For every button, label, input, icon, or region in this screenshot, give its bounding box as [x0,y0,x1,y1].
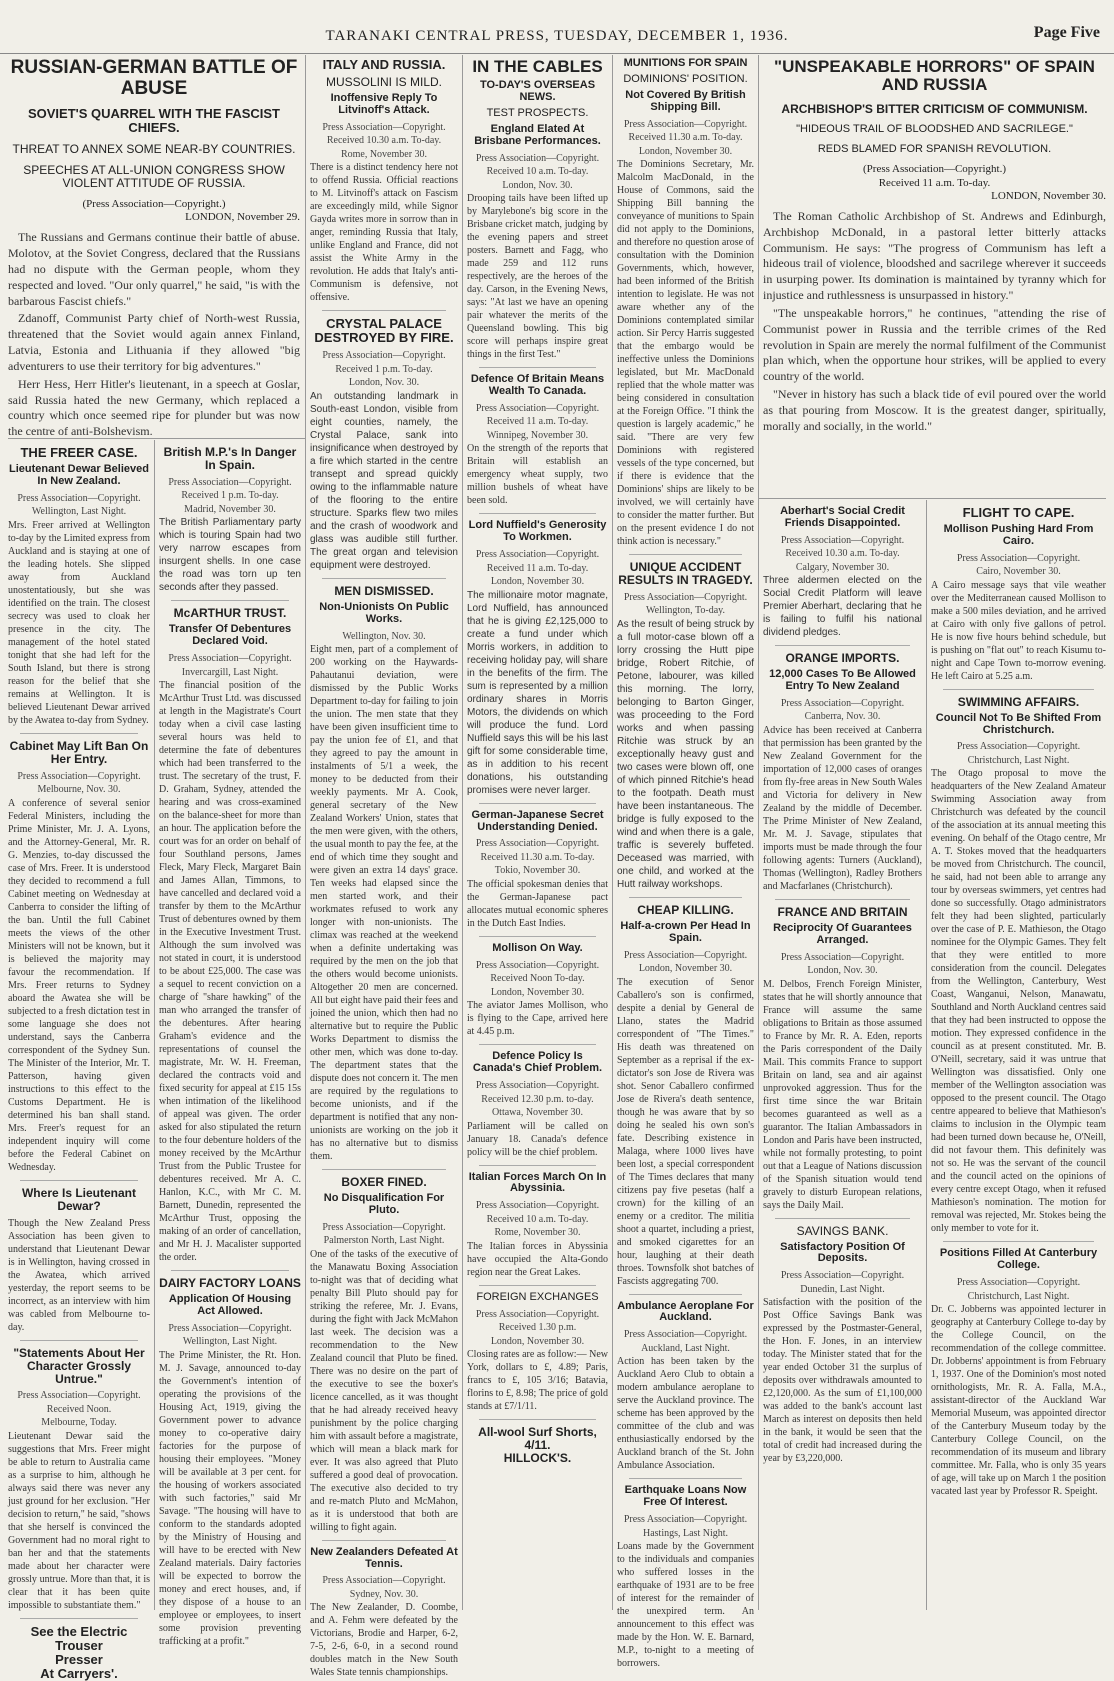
column-five [617,57,754,1670]
deck: THREAT TO ANNEX SOME NEAR-BY COUNTRIES. [12,142,296,157]
dateline: Tokio, November 30. [494,865,581,877]
subheadline: MUSSOLINI IS MILD. [325,75,443,90]
dateline: Winnipeg, November 30. [486,429,589,441]
headline: UNIQUE ACCIDENT RESULTS IN TRAGEDY. [618,560,753,587]
dateline: London, Nov. 30. [502,179,573,191]
column-six [763,506,922,1606]
received: Received 1 p.m. To-day. [181,490,279,502]
article-body: The execution of Senor Caballero's son is confirmed, despite a denial by General de Llano, states the Madrid correspondent of "The Times." His death was threatened on September as a reprisal if the ex-dictator's son Jose de Rivera was shot. Senor Caballero confirmed Jose de Rivera's death sentence, though he was aware that by so doing he sealed his own son's fate. Describing existence in Malaga, where 1000 lives have been lost, a special correspondent of The Times declares that many citizens pay five pesetas (half a crown) for the killing of an enemy or a creditor. The militia shoot a quartet, including a priest, and smoked cigarettes for an hour, laughing at their death throes. Townsfolk shot batches of Fascists aggregating 700. [617,976,754,1287]
dateline: Cairo, November 30. [976,566,1061,578]
paragraph: The Russians and Germans continue their battle of abuse. Molotov, at the Soviet Congress, declared that the Russians had no dispute with the German people, whom they respected and loved. "Our only quarrel," he said, "is with the barbarous Fascist chiefs." [8,230,300,308]
headline: British M.P.'s In Danger In Spain. [163,445,297,472]
headline: Mollison On Way. [492,941,583,954]
dateline: Melbourne, Nov. 30. [37,784,121,796]
article-body: Mrs. Freer arrived at Wellington to-day by the Limited express from Auckland and is staying at one of the leading hotels. She slipped away from Auckland unostentatiously, but she was identified on the train. The closest secrecy was used to cloak her presence in the city. The management of the hotel stated tonight that she had left for the South Island, but there is strong reason for the belief that she remains at Wellington. It is believed Lieutenant Dewar arrived by the Awatea to-day from Sydney. [8,519,150,726]
headline: FOREIGN EXCHANGES [476,1290,599,1303]
article-body: One of the tasks of the executive of the Manawatu Boxing Association to-night was that of deciding what penalty Bill Pluto should pay for striking the referee, Mr. J. Evans, during the fight with Jack McMahon last week. The decision was a recommendation to the New Zealand council that Pluto be fined. There was no desire on the part of the executive to see the boxer's licence cancelled, as it was thought that he had already received heavy punishment by the police charging him with assault before a magistrate, which will mean a black mark for ever. It was also agreed that Pluto suffered a good deal of provocation. The executive also decided to try and re-match Pluto and McMahon, as it is understood that both are willing to fight again. [310,1248,458,1533]
column-rule [758,55,759,1610]
article-body: M. Delbos, French Foreign Minister, states that he will shortly announce that France will assume the same obligations to Britain as those assumed to France by Mr. R. A. Eden, reports the Paris correspondent of the Daily Mail. This commits France to support Britain on land, sea and air against unprovoked aggression. Thus for the first time since the war Britain becomes guaranteed as well as a guarantor. The Italian Ambassadors in London and Paris have been instructed, while not formally protesting, to point out that a League of Nations discussion of the Spanish situation would tend gravely to disturb European relations, says the Daily Mail. [763,978,922,1211]
credit: Press Association—Copyright. [168,653,292,665]
dateline: Christchurch, Last Night. [967,1290,1070,1302]
article-body: As the result of being struck by a full motor-case blown off a lorry crossing the Hutt pipe bridge, Robert Ritchie, of Petone, labourer, was killed this morning. The lorry, belonging to Barton Ginger, was proceeding to the Ford works and when passing Ritchie was struck by an exceptionally heavy gust and two cases were blown off, one of which pinned Ritchie's head to the footpath. Death must have been instantaneous. The bridge is fully exposed to the wind and when there is a gale, traffic is severely buffeted. Deceased was married, with one child, and worked at the Hutt railway workshops. [617,618,754,890]
headline: Italian Forces March On In Abyssinia. [468,1170,607,1195]
credit: Press Association—Copyright. [475,838,600,850]
subheadline: Transfer Of Debentures Declared Void. [168,623,292,648]
masthead-title: TARANAKI CENTRAL PRESS, TUESDAY, DECEMBER 1, 1936. [325,28,789,44]
subheadline: Satisfactory Position Of Deposits. [780,1240,905,1265]
dateline: Wellington, Last Night. [182,1336,278,1348]
credit: Press Association—Copyright. [780,697,905,709]
credit: Press Association—Copyright. [780,534,905,546]
paragraph: Herr Hess, Herr Hitler's lieutenant, in a speech at Goslar, said Russia hated the new Germany, which replaced a country which once seemed ripe for plunder but was now the centre of anti-Bolshevism. [8,376,300,439]
article-body: The New Zealander, D. Coombe, and A. Fehm were defeated by the Victorians, Brodie and Harper, 6-2, 7-5, 2-6, 6-0, in a second round doubles match in the New South Wales State tennis championships. [310,1602,458,1679]
article-body: The British Parliamentary party which is touring Spain had two very narrow escapes from insurgent shells. In one case the road was torn up ten seconds after they passed. [159,517,301,594]
received: Received 1.30 p.m. [498,1322,577,1334]
dateline: Wellington, Nov. 30. [342,630,426,642]
article-body: Dr. C. Jobberns was appointed lecturer in geography at Canterbury College to-day by the College Council, on the recommendation of the college committee. Dr. Jobberns' appointment is from February 1, 1937. One of the Dominion's most noted ornithologists, Mr. R. A. Falla, M.A., assistant-director of the Auckland War Memorial Museum, was appointed director of the Canterbury Museum today by the Canterbury College Council, on the recommendation of its museum and library committee. Mr. Falla, who is only 35 years of age, will take up on March 1 the position vacated last year by Professor R. Speight. [931,1304,1106,1498]
received: Received 10 a.m. To-day. [486,166,589,178]
column-four [467,58,608,1606]
deck: REDS BLAMED FOR SPANISH REVOLUTION. [817,142,1052,155]
credit: Press Association—Copyright. [168,1322,292,1334]
subheadline: TEST PROSPECTS. [486,107,589,120]
subheadline: Mollison Pushing Hard From Cairo. [943,523,1094,547]
subheadline: No Disqualification For Pluto. [323,1191,445,1216]
dateline: London, November 30. [490,986,585,998]
credit: Press Association—Copyright. [168,476,292,488]
headline: DAIRY FACTORY LOANS [159,1276,301,1291]
headline: ITALY AND RUSSIA. [322,57,446,72]
headline: Where Is Lieutenant Dewar? [21,1185,137,1213]
headline: Ambulance Aeroplane For Auckland. [617,1299,754,1324]
credit: Press Association—Copyright. [780,951,905,963]
article-body: Satisfaction with the position of the Post Office Savings Bank was expressed by the Postmaster-General, the Hon. F. Jones, in an interview today. The Minister stated that for the year ended October 31 the surplus of deposits over withdrawals amounted to £2,120,000. As the sum of £1,100,000 was added to the bank's account last March as interest on deposits then held in the bank, it would be seen that the total of credit had increased during the year by £3,220,000. [763,1297,922,1465]
credit: Press Association—Copyright. [475,1308,600,1320]
ad-line: All-wool Surf Shorts, [478,1425,597,1440]
dateline: Sydney, Nov. 30. [349,1588,419,1600]
received: Received Noon. [46,1403,112,1415]
headline: Earthquake Loans Now Free Of Interest. [624,1484,747,1509]
deck: ARCHBISHOP'S BITTER CRITICISM OF COMMUNISM. [781,101,1088,116]
ad-line: At Carryers'. [40,1666,118,1681]
dateline: London, Nov. 30. [807,965,878,977]
paragraph: "Never in history has such a black tide of evil poured over the world as that pouring from Moscow. It is the greatest danger, spiritually, morally and socially, in the world." [763,387,1106,433]
section-rule [758,498,1106,499]
dateline: Madrid, November 30. [184,503,276,515]
subheadline: DOMINIONS' POSITION. [623,72,748,85]
dateline: Hastings, Last Night. [643,1527,728,1539]
dateline: Auckland, Last Night. [641,1342,730,1354]
headline: MUNITIONS FOR SPAIN [623,57,748,69]
credit: Press Association—Copyright. [475,402,600,414]
received: Received 11 a.m. To-day. [486,562,589,574]
headline: Defence Of Britain Means Wealth To Canada. [470,373,605,398]
article-body: Advice has been received at Canberra that permission has been granted by the New Zealand Government for the importation of 12,000 cases of oranges from fly-free areas in New South Wales and Victoria for delivery in New Zealand by the middle of December. The Prime Minister of New Zealand, Mr. M. J. Savage, stipulates that imports must be made through the four following agents: Turners (Auckland), Thomas (Wellington), Radley Brothers and Macfarlanes (Christchurch). [763,724,922,892]
headline: RUSSIAN-GERMAN BATTLE OF ABUSE [10,57,298,99]
credit: Press Association—Copyright. [956,552,1081,564]
paragraph: The Roman Catholic Archbishop of St. Andrews and Edinburgh, Archbishop McDonald, in a pastoral letter bitterly attacks Communism. He says: "The progress of Communism has left a hideous trail of violence, bloodshed and sacrilege wherever it succeeds in usurping power. Its domination is maintained by tyranny which for injustice and ruthlessness is unsurpassed in history." [763,208,1106,303]
article-body: Loans made by the Government to the individuals and companies who suffered losses in the earthquake of 1931 are to be free of interest for the remainder of the unexpired term. An announcement to this effect was made by the Hon. W. E. Barnard, M.P., to-night to a meeting of borrowers. [617,1541,754,1670]
column-rule [305,55,306,1610]
dateline: London, November 30. [490,1335,585,1347]
headline: ORANGE IMPORTS. [785,651,900,666]
headline: SWIMMING AFFAIRS. [957,694,1080,709]
dateline: Canberra, Nov. 30. [804,711,881,723]
received: Received 12.30 p.m. to-day. [481,1093,594,1105]
headline: "UNSPEAKABLE HORRORS" OF SPAIN AND RUSSIA [774,57,1095,95]
article-body: Closing rates are as follow:— New York, dollars to £, 4.89; Paris, francs to £, 105 3/16; Batavia, florins to £, 8.98; The price of gold stands at £7/1/11. [467,1349,608,1413]
article-body: There is a distinct tendency here not to offend Russia. Official reactions to M. Litvinoff's attack on Fascism are exceedingly mild, while Signor Gayda writes more in sorrow than in anger, reminding Russia that Italy, unlike England and France, did not assist the White Army in the revolution. He adds that Italy's anti-Communism is defensive, not offensive. [310,162,458,304]
received: Received 11 a.m. To-day. [486,416,589,428]
credit: (Press Association—Copyright.) [863,163,1006,176]
subheadline: Reciprocity Of Guarantees Arranged. [773,921,912,946]
dateline: Wellington, To-day. [645,605,726,617]
credit: Press Association—Copyright. [623,1514,748,1526]
column-rule [462,55,463,1610]
subheadline: Not Covered By British Shipping Bill. [625,88,746,113]
headline: McARTHUR TRUST. [173,606,287,621]
paragraph: Zdanoff, Communist Party chief of North-west Russia, threatened that the Soviet would again annex Finland, Latvia, Estonia and Lithuania if they allowed "big adventurers to use their territory for big adventures." [8,311,300,373]
credit: Press Association—Copyright. [322,1221,446,1233]
dateline: Calgary, November 30. [795,561,890,573]
headline: MEN DISMISSED. [334,583,434,598]
subheadline: Inoffensive Reply To Litvinoff's Attack. [330,91,438,116]
dateline: Ottawa, November 30. [491,1107,584,1119]
column-seven [931,506,1106,1606]
article-body: Lieutenant Dewar said the suggestions that Mrs. Freer might be able to return to Australia came as a surprise to him, although he always said there was never any just ground for her exclusion. "Her decision to return," he said, "shows that she herself is convinced the Government had no moral right to ban her and that the statements made about her character were grossly untrue. More than that, it is clear that it has been quite impossible to substantiate them." [8,1430,150,1611]
received: Received 1 p.m. To-day. [335,363,433,375]
advertisement-trouser [8,1625,150,1681]
credit: Press Association—Copyright. [17,770,141,782]
ad-line: Presser [55,1652,103,1668]
dateline: LONDON, November 29. [185,211,300,224]
article-body: On the strength of the reports that Britain will establish an emergency wheat supply, two million bushels of wheat have been sold. [467,443,608,507]
deck: SPEECHES AT ALL-UNION CONGRESS SHOW VIOLENT ATTITUDE OF RUSSIA. [23,163,285,190]
dateline: London, November 30. [638,145,733,157]
credit: Press Association—Copyright. [475,1080,600,1092]
headline: THE FREER CASE. [20,445,138,460]
article-body: The Italian forces in Abyssinia have occupied the Alta-Gondo region near the Great Lakes. [467,1240,608,1278]
received: Received 11 a.m. To-day. [878,176,991,189]
dateline: Melbourne, Today. [41,1417,117,1429]
received: Received 10.30 a.m. To-day. [785,548,900,560]
headline: Defence Policy Is Canada's Chief Problem. [472,1050,603,1075]
subheadline: Lieutenant Dewar Believed In New Zealand. [9,463,149,487]
credit: Press Association—Copyright. [623,949,748,961]
received: Received 10.30 a.m. To-day. [326,135,442,147]
headline: BOXER FINED. [341,1175,427,1189]
ad-line: 4/11. [524,1438,551,1453]
credit: Press Association—Copyright. [475,959,600,971]
column-rule [926,500,927,1610]
headline: "Statements About Her Character Grossly Untrue." [13,1345,145,1386]
credit: (Press Association—Copyright.) [82,197,226,210]
subheadline: Non-Unionists On Public Works. [319,600,449,625]
subheadline: Half-a-crown Per Head In Spain. [620,919,751,944]
headline: Aberhart's Social Credit Friends Disappointed. [780,505,905,529]
dateline: Wellington, Last Night. [31,506,127,518]
credit: Press Association—Copyright. [17,492,141,504]
headline: IN THE CABLES [472,57,603,76]
article-body: Three aldermen elected on the Social Credit Platform will leave Premier Aberhart, declaring that he is failing to fulfil his national dividend pledges. [763,575,922,639]
article-body: The official spokesman denies that the German-Japanese pact allocates mutual economic spheres in the Dutch East Indies. [467,878,608,929]
credit: Press Association—Copyright. [623,591,748,603]
dateline: London, Nov. 30. [348,377,420,389]
credit: Press Association—Copyright. [475,152,600,164]
headline: SAVINGS BANK. [796,1223,889,1238]
credit: Press Association—Copyright. [17,1390,141,1402]
credit: Press Association—Copyright. [475,1200,600,1212]
column-freer [8,445,150,1681]
article-body: Action has been taken by the Auckland Aero Club to obtain a modern ambulance aeroplane to serve the Auckland province. The scheme has been approved by the committee of the club and was enthusiastically endorsed by the Auckland branch of the St. John Ambulance Association. [617,1356,754,1472]
headline: Cabinet May Lift Ban On Her Entry. [9,738,149,766]
headline: New Zealanders Defeated At Tennis. [310,1545,458,1570]
article-body: The millionaire motor magnate, Lord Nuffield, has announced that he is giving £2,125,000 to create a fund under which Morris workers, in addition to receiving holiday pay, will share in the benefits of the firm. The sum is represented by a million ordinary shares in Morris Motors, the dividends on which will produce the fund. Lord Nuffield says this will be his last gift for some considerable time, as in addition to his recent donations, his outstanding promises were never larger. [467,589,608,796]
article-body: Drooping tails have been lifted up by Marylebone's big score in the Brisbane cricket match, judging by the evening papers and street posters. Barnett and Fagg, who made 259 and 112 runs respectively, are the heroes of the day. Carson, in the Evening News, says: "At last we have an opening pair whatever the merits of the Queensland bowling. This big score will perhaps inspire great things in the first Test." [467,193,608,361]
dateline: LONDON, November 30. [991,189,1106,202]
headline: FLIGHT TO CAPE. [962,505,1075,520]
credit: Press Association—Copyright. [322,350,446,362]
dateline: Christchurch, Last Night. [967,754,1070,766]
dateline: Palmerston North, Last Night. [323,1235,445,1247]
dateline: London, November 30. [490,576,585,588]
ad-line: See the Electric Trouser [30,1623,128,1653]
column-two [159,445,301,1647]
deck: "HIDEOUS TRAIL OF BLOODSHED AND SACRILEGE." [796,122,1073,135]
credit: Press Association—Copyright. [623,118,748,130]
dateline: Invercargill, Last Night. [181,666,279,678]
article-body: The aviator James Mollison, who is flying to the Cape, arrived here at 4.45 p.m. [467,1000,608,1038]
article-body: The Dominions Secretary, Mr. Malcolm MacDonald, in the House of Commons, said the Shipping Bill banning the conveyance of munitions to Spain did not apply to the Dominions, and therefore no question arose of consultation with the Dominion Governments, which, however, had been informed of the British intention to legislate. He was not aware whether any of the Dominions contemplated similar action. Sir Percy Harris suggested that the embargo would be ineffective unless the Dominions legislated, but Mr. MacDonald replied that the whole matter was being considered in consultation at the Foreign Office. "I think the question is largely academic," he said. "There are very few Dominions with registered vessels of the type concerned, but if there is evidence that the Dominions' ships are likely to be involved, we will certainly have to consider the matter further. But on the present evidence I do not think action is necessary." [617,159,754,547]
received: Received 11.30 a.m. To-day. [628,132,743,143]
headline: Lord Nuffield's Generosity To Workmen. [468,519,607,544]
ad-line: HILLOCK'S. [503,1451,572,1466]
credit: Press Association—Copyright. [322,121,446,133]
subheadline: TO-DAY'S OVERSEAS NEWS. [479,79,596,104]
credit: Press Association—Copyright. [780,1270,905,1282]
subheadline: 12,000 Cases To Be Allowed Entry To New Zealand [769,668,916,693]
article-body: Eight men, part of a complement of 200 working on the Haywards-Pahautanui deviation, were dismissed by the Public Works Department to-day for failing to join the union. The men state that they have been given insufficient time to pay the union fee of £1, and that they agreed to pay the amount in instalments of 5/1 a week, the money to be deducted from their weekly payments. Mr A. Cook, general secretary of the New Zealand Workers' Union, states that the men were given, with the others, the usual month to pay the fee, at the end of which time they sought and were given an extra 14 days' grace. Ten weeks had elapsed since the men started work, and their workmates refused to work any longer with non-unionists. The climax was reached at the weekend when a definite undertaking was required by the men on the job that the others would become unionists. Altogether 20 men are concerned. All but eight have paid their fees and joined the union, which then had no alternative but to require the Public Works Department to dismiss the other men, which was done to-day. The department states that the dispute does not concern it. The men are required by the regulations to become unionists, and if the department is notified that any non-unionists are working on the job it has no alternative but to dismiss them. [310,644,459,1162]
headline: CHEAP KILLING. [637,902,734,917]
credit: Press Association—Copyright. [322,1575,446,1587]
article-body: A Cairo message says that vile weather over the Mediterranean caused Mollison to make a 500 miles deviation, and he arrived at Cairo with only five gallons of petrol. He is now five hours behind schedule, but is pushing on "flat out" to reach Kisumu to-night and Cape Town to-morrow evening. He left Cairo at 5.25 a.m. [931,579,1106,682]
advertisement-surf [467,1426,608,1465]
article-horrors [763,58,1106,496]
subheadline: England Elated At Brisbane Performances. [474,122,601,147]
headline: German-Japanese Secret Understanding Denied. [471,808,604,833]
article-body: Parliament will be called on January 18. Canada's defence policy will be the chief problem. [467,1120,608,1158]
headline: Positions Filled At Canterbury College. [939,1247,1098,1272]
received: Received 11.30 a.m. To-day. [480,851,595,863]
credit: Press Association—Copyright. [623,1329,748,1341]
credit: Press Association—Copyright. [956,741,1081,753]
article-body: The Prime Minister, the Rt. Hon. M. J. Savage, announced to-day the Government's intention of operating the provisions of the Housing Act, 1919, giving the Government power to advance money to co-operative dairy factories for the purpose of housing their employees. "Money will be available at 3 per cent. for the housing of workers associated with such factories," said Mr Savage. "The housing will have to conform to the standards adopted by the Ministry of Housing and will have to be erected with New Zealand materials. Dairy factories will be expected to borrow the money and erect houses, and, if they dispose of a house to an employee or employees, to insert some provision preventing trafficking at a profit." [159,1349,301,1647]
column-rule [612,55,613,1610]
dateline: Rome, November 30. [494,1227,581,1239]
received: Received 10 a.m. To-day. [486,1213,589,1225]
headline: FRANCE AND BRITAIN [777,904,908,919]
column-three [310,57,459,1679]
article-body: The financial position of the McArthur Trust Ltd. was discussed at length in the Magistrate's Court today when a civil case lasting several hours was held to determine the fate of debentures which had been transferred to the trust. The secretary of the trust, F. D. Graham, Sydney, attended the hearing and was cross-examined on the balance-sheet for more than an hour. The application before the court was for an order on behalf of four Southland persons, James Fleck, Mary Fleck, Margaret Bain and James Allan, Timmons, to have cancelled and declared void a transfer by them to the McArthur Trust of debentures owned by them in the Executive Investment Trust. Although the sum involved was not stated in court, it is understood to be about £25,000. The case was a sequel to recent conviction on a charge of "share hawking" of the man who arranged the transfer of the debentures. After hearing Graham's evidence and the representations of counsel the magistrate, Mr. W. H. Freeman, declared the contracts void and fixed security for appeal at £15 15s when intimation of the likelihood of appeal was given. The order asked for also stipulated the return to the four debenture holders of the money received by the McArthur Trust from the Public Trustee for debentures received. Mr A. C. Hanlon, K.C., with Mr C. M. Barnett, Dunedin, represented the McArthur Trust, opposing the making of an order of cancellation, and Mr H. J. Macalister supported the order. [159,680,301,1264]
credit: Press Association—Copyright. [475,549,600,561]
subheadline: Council Not To Be Shifted From Christchurch. [935,711,1102,736]
paragraph: "The unspeakable horrors," he continues, "attending the rise of Communist power in Russia and the terrible crimes of the Red revolution in Spain are merely the normal fulfilment of the Communist plan which, when the opportune hour strikes, will be applied to every country of the world. [763,305,1106,384]
article-body: A conference of several senior Federal Ministers, including the Prime Minister, Mr. J. A. Lyons, and the Attorney-General, Mr. R. G. Menzies, to-day discussed the case of Mrs. Freer. It is understood they decided to recommend a full Cabinet meeting on Wednesday at Canberra to consider the lifting of the ban. Until the full Cabinet meets the views of the other Ministers will not be known, but it is believed the majority may favour the recommendation. If Mrs. Freer returns to Sydney aboard the Awatea she will be subjected to a fresh dictation test in some language she does not understand, says the Canberra correspondent of the Sydney Sun. The Minister of the Interior, Mr. T. Patterson, having given instructions to this effect to the Customs Department. He is determined his ban shall stand. Mrs. Freer's request for an independent inquiry will come before the Federal Cabinet on Wednesday. [8,797,150,1173]
article-body: Though the New Zealand Press Association has been given to understand that Lieutenant Dewar is in Wellington, having crossed in the Awatea, which arrived yesterday, the report seems to be incorrect, as an interview with him was cabled from Melbourne to-day. [8,1217,150,1333]
deck: SOVIET'S QUARREL WITH THE FASCIST CHIEFS. [27,106,281,136]
masthead [0,22,1114,54]
credit: Press Association—Copyright. [956,1277,1081,1289]
page-number: Page Five [1033,24,1100,41]
headline: CRYSTAL PALACE DESTROYED BY FIRE. [314,316,454,346]
column-rule [154,440,155,1610]
dateline: Dunedin, Last Night. [800,1283,885,1295]
subheadline: Application Of Housing Act Allowed. [168,1293,292,1317]
article-body: An outstanding landmark in South-east London, visible from eight counties, namely, the Crystal Palace, sank into insignificance when destroyed by a fire which started in the centre transept and spread quickly owing to the inflammable nature of the flooring to the entire structure. Sparks flew two miles and the crash of woodwork and glass was audible still further. The great organ and television equipment were destroyed. [310,390,458,571]
article-body: The Otago proposal to move the headquarters of the New Zealand Amateur Swimming Association away from Christchurch was defeated by the council of the association at its annual meeting this evening. On behalf of the Otago centre, Mr A. T. Stokes moved that the headquarters be moved from Christchurch. The council, he said, had not been able to arrange any tour by overseas swimmers, yet centres had done so successfully. Otago administrators felt they had been slighted, particularly over the case of P. E. Mathieson, the Otago nominee for the Olympic Games. They felt that they were entitled to more consideration from the council. Delegates from the Wellington, Canterbury, West Coast, Wanganui, Nelson, Manawatu, Southland and North Auckland centres said that they had been instructed to oppose the motion. They expressed confidence in the council as at present constituted. Mr. B. O'Neill, secretary, said it was untrue that Wellington was dissatisfied. Only one member of the Wellington association was opposed to the present council. The Otago centre appeared to believe that Mathieson's claims to inclusion in the Olympic team had been turned down because he, O'Neill, did not favour them. This definitely was not so. He was the servant of the council and the council acted on the opinions of every centre except Otago, when it refused Mathieson's nomination. The motion for removal was rejected, Mr. Stokes being the only member to vote for it. [931,768,1106,1235]
dateline: London, November 30. [638,963,733,975]
received: Received Noon To-day. [490,973,585,985]
article-russia [8,57,300,439]
dateline: Rome, November 30. [340,148,428,160]
